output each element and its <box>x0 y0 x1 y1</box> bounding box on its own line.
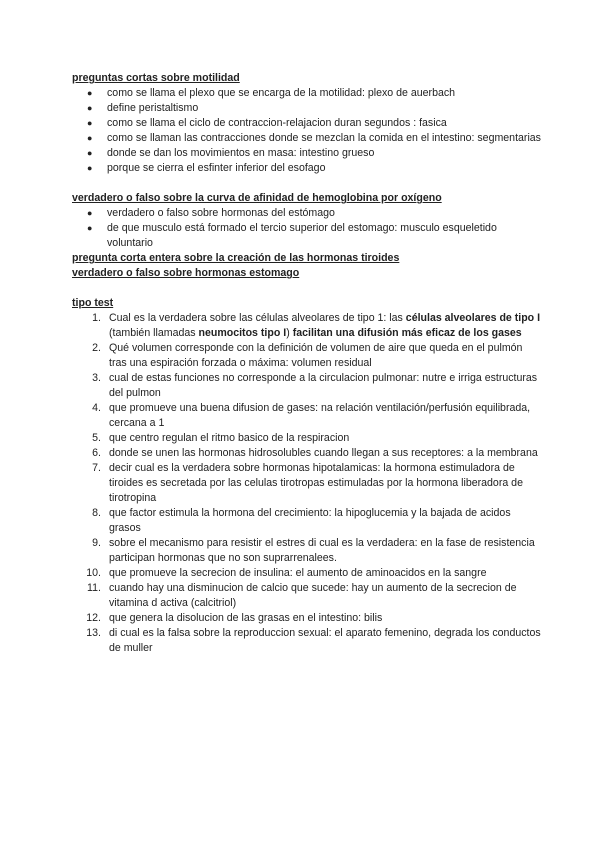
bullet-icon: ● <box>87 223 93 233</box>
list-item: 13. di cual es la falsa sobre la reproduccion sexual: el aparato femenino, degrada los conductos de muller <box>86 627 541 654</box>
bullet-icon: ● <box>87 163 93 173</box>
list-item: 4. que promueve una buena difusion de gases: na relación ventilación/perfusión equilibrada, cercana a 1 <box>92 402 531 429</box>
list-item: 5. que centro regulan el ritmo basico de la respiracion <box>92 432 350 444</box>
motilidad-list <box>72 86 542 176</box>
tipo-test-list <box>72 311 542 656</box>
list-item: 9. sobre el mecanismo para resistir el estres di cual es la verdadera: en la fase de resistencia participan hormonas que no son suprarrenalees. <box>92 537 535 564</box>
list-item: 2. Qué volumen corresponde con la definición de volumen de aire que queda en el pulmón tras una espiración forzada o máxima: volumen residual <box>92 342 523 369</box>
list-item: 12. que genera la disolucion de las grasas en el intestino: bilis <box>86 612 383 624</box>
bullet-icon: ● <box>87 133 93 143</box>
section-heading-tiroides: pregunta corta entera sobre la creación de las hormonas tiroides <box>72 252 400 264</box>
list-item: ● verdadero o falso sobre hormonas del estómago <box>87 207 335 219</box>
section-heading-motilidad: preguntas cortas sobre motilidad <box>72 72 240 84</box>
bullet-icon: ● <box>87 103 93 113</box>
list-item: ● define peristaltismo <box>87 102 199 114</box>
bullet-icon: ● <box>87 88 93 98</box>
list-item: 3. cual de estas funciones no corresponde a la circulacion pulmonar: nutre e irriga estructuras del pulmon <box>92 372 538 399</box>
list-item: ● como se llama el plexo que se encarga de la motilidad: plexo de auerbach <box>87 87 456 99</box>
list-item: ● como se llama el ciclo de contraccion-relajacion duran segundos : fasica <box>87 117 447 129</box>
list-item: ● como se llaman las contracciones donde se mezclan la comida en el intestino: segmentarias <box>87 132 541 144</box>
hemoglobina-list <box>72 206 542 251</box>
list-item: 7. decir cual es la verdadera sobre hormonas hipotalamicas: la hormona estimuladora de tiroides es secretada por las celulas tirotropas estimuladas por la hormona liberadora de tirotropina <box>92 462 523 504</box>
spacer <box>72 281 542 296</box>
list-item: 6. donde se unen las hormonas hidrosolubles cuando llegan a sus receptores: a la membrana <box>92 447 538 459</box>
bullet-icon: ● <box>87 208 93 218</box>
section-heading-estomago: verdadero o falso sobre hormonas estomago <box>72 267 300 279</box>
list-item: 8. que factor estimula la hormona del crecimiento: la hipoglucemia y la bajada de acidos grasos <box>92 507 511 534</box>
list-item: ● donde se dan los movimientos en masa: intestino grueso <box>87 147 375 159</box>
bullet-icon: ● <box>87 148 93 158</box>
list-item: ● de que musculo está formado el tercio superior del estomago: musculo esqueletido voluntario <box>87 222 497 249</box>
list-item: 11. cuando hay una disminucion de calcio que sucede: hay un aumento de la secrecion de vitamina d activa (calcitriol) <box>87 582 517 609</box>
list-item: ● porque se cierra el esfinter inferior del esofago <box>87 162 326 174</box>
list-item: 1. Cual es la verdadera sobre las células alveolares de tipo 1: las células alveolares de tipo I (también llamadas neumocitos tipo I) facilitan una difusión más eficaz de los gases <box>92 312 541 339</box>
bullet-icon: ● <box>87 118 93 128</box>
spacer <box>72 176 542 191</box>
document-page <box>72 71 542 656</box>
section-heading-tipo-test: tipo test <box>72 297 114 309</box>
section-heading-hemoglobina: verdadero o falso sobre la curva de afinidad de hemoglobina por oxígeno <box>72 192 442 204</box>
list-item: 10. que promueve la secrecion de insulina: el aumento de aminoacidos en la sangre <box>86 567 487 579</box>
